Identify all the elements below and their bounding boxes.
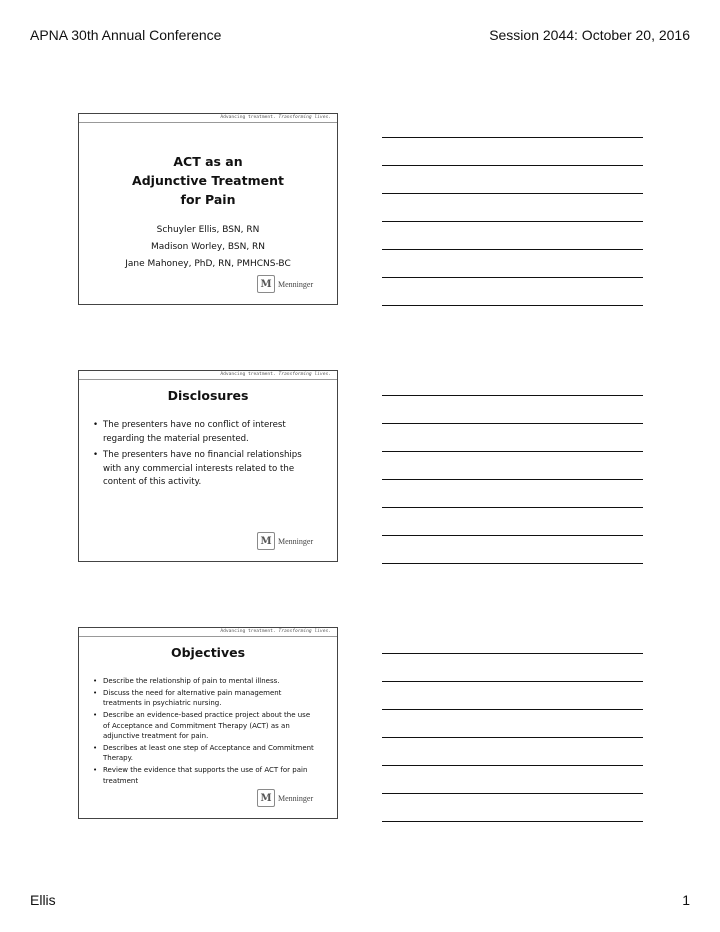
menninger-logo [257,788,323,808]
slide-banner [79,628,337,637]
banner-text-a: Advancing treatment. [220,629,276,634]
banner-text-b: Transforming lives. [278,629,331,634]
banner-text-b: Transforming lives. [278,115,331,120]
menninger-monogram-icon: M [257,275,275,293]
note-line [382,737,643,738]
note-line [382,535,643,536]
note-line [382,709,643,710]
menninger-monogram-icon: M [257,532,275,550]
bullet-item: • The presenters have no conflict of interest regarding the material presented. [93,420,286,444]
bullet-item: • Describe the relationship of pain to mental illness. [93,677,280,685]
slide-1 [78,113,338,305]
menninger-wordmark: Menninger [278,536,314,546]
author-line: Jane Mahoney, PhD, RN, PMHCNS-BC [125,259,291,269]
menninger-wordmark: Menninger [278,279,314,289]
bullet-text: The presenters have no conflict of interest regarding the material presented. [103,420,286,444]
bullet-item: • Describes at least one step of Acceptance and Commitment Therapy. [93,743,314,763]
bullet-item: • Review the evidence that supports the use of ACT for pain treatment [93,766,308,785]
banner-text-a: Advancing treatment. [220,372,276,377]
bullet-list [91,676,319,788]
note-line [382,423,643,424]
title-line: ACT as an [173,154,243,169]
note-line [382,653,643,654]
note-line [382,479,643,480]
note-line [382,221,643,222]
slide-title: Objectives [170,645,246,660]
banner-text-a: Advancing treatment. [220,115,276,120]
note-line [382,193,643,194]
note-line [382,507,643,508]
banner-text-b: Transforming lives. [278,372,331,377]
note-line [382,395,643,396]
page-header-left: APNA 30th Annual Conference [30,27,222,43]
slide-3 [78,627,338,819]
title-line: Adjunctive Treatment [132,173,284,188]
menninger-monogram-icon: M [257,789,275,807]
page-footer-left: Ellis [30,892,56,908]
slide-title [79,152,337,209]
page-header-right: Session 2044: October 20, 2016 [489,27,690,43]
author-line: Madison Worley, BSN, RN [150,242,266,252]
bullet-text: Discuss the need for alternative pain management treatments in psychiatric nursing. [103,688,282,708]
bullet-item: • Discuss the need for alternative pain management treatments in psychiatric nursing. [93,688,282,708]
note-line [382,165,643,166]
slide-banner [79,371,337,380]
note-line [382,249,643,250]
title-line: for Pain [180,192,236,207]
note-line [382,305,643,306]
menninger-logo [257,274,323,294]
note-line [382,821,643,822]
slide-banner [79,114,337,123]
bullet-item: • The presenters have no financial relationships with any commercial interests related to the content of this activity. [93,450,302,487]
menninger-wordmark: Menninger [278,793,314,803]
note-line [382,793,643,794]
author-line: Schuyler Ellis, BSN, RN [156,225,260,235]
slide-2 [78,370,338,562]
note-line [382,277,643,278]
note-line [382,137,643,138]
note-line [382,765,643,766]
bullet-text: Describe the relationship of pain to mental illness. [103,677,280,685]
bullet-text: Describe an evidence-based practice project about the use of Acceptance and Commitment Therapy (ACT) as an adjunctive treatment for pain. [103,711,311,741]
bullet-text: Describes at least one step of Acceptance and Commitment Therapy. [103,743,314,763]
note-line [382,681,643,682]
slide-title: Disclosures [167,388,249,403]
note-line [382,451,643,452]
bullet-text: Review the evidence that supports the use of ACT for pain treatment [103,766,308,785]
page-number: 1 [682,892,690,908]
bullet-text: The presenters have no financial relationships with any commercial interests related to the content of this activity. [103,450,302,487]
note-line [382,563,643,564]
bullet-item: • Describe an evidence-based practice project about the use of Acceptance and Commitment Therapy (ACT) as an adjunctive treatment for pain. [93,711,311,741]
bullet-list [91,419,317,493]
menninger-logo [257,531,323,551]
slide-authors [79,222,337,273]
